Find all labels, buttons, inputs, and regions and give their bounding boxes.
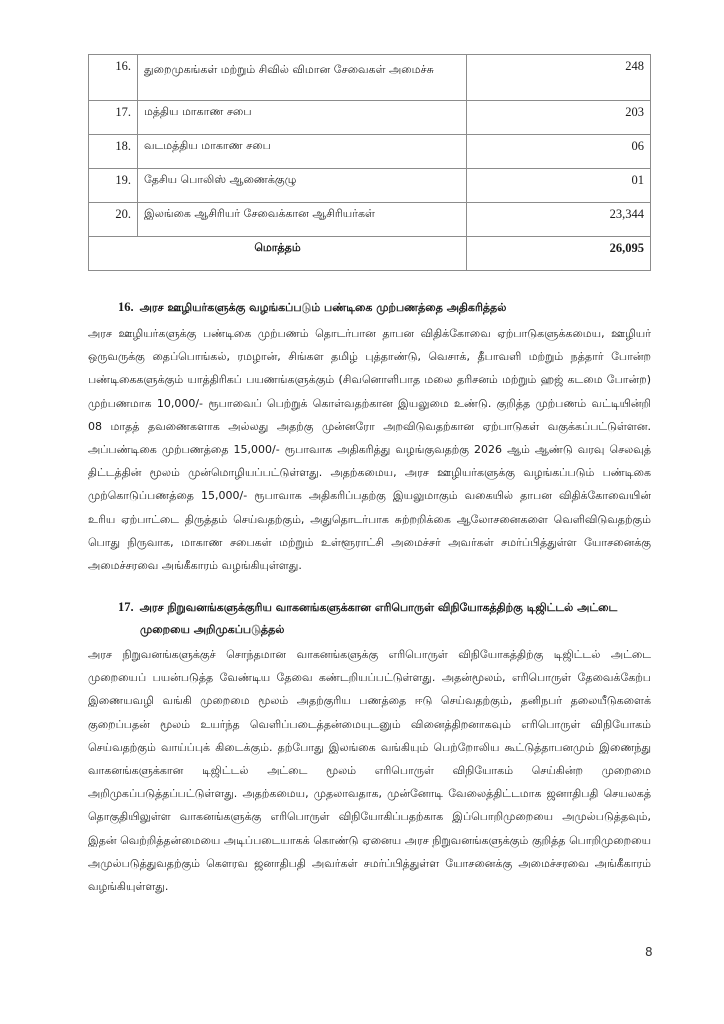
row-number: 20. bbox=[89, 203, 138, 237]
section-16-body: அரச ஊழியர்களுக்கு பண்டிகை முற்பணம் தொடர்பான தாபன விதிக்கோவை ஏற்பாடுகளுக்கமைய, ஊழியர் ஒருவருக்கு தைப்பொங்கல், ரமழான், சிங்கள தமிழ் புத்தாண்டு, வெசாக், தீபாவளி மற்றும் நத்தார் போன்ற பண்டிகைகளுக்கும் யாத்திரிகப் பயணங்களுக்கும் (சிவனொளிபாத மலை தரிசனம் மற்றும் ஹஜ் கடமை போன்ற) முற்பணமாக 10,000/- ரூபாவைப் பெற்றுக் கொள்வதற்கான இயலுமை உண்டு. குறித்த முற்பணம் வட்டியின்றி 08 மாதத் தவணைகளாக அல்லது அதற்கு முன்னரோ அறவிடுவதற்கான ஏற்பாடுகள் வகுக்கப்பட்டுள்ளன. அப்பண்டிகை முற்பணத்தை 15,000/- ரூபாவாக அதிகரித்து வழங்குவதற்கு 2026 ஆம் ஆண்டு வரவு செலவுத் திட்டத்தின் மூலம் முன்மொழியப்பட்டுள்ளது. அதற்கமைய, அரச ஊழியர்களுக்கு வழங்கப்படும் பண்டிகை முற்கொடுப்பணத்தை 15,000/- ரூபாவாக அதிகரிப்பதற்கு இயலுமாகும் வகையில் தாபன விதிக்கோவையின் உரிய ஏற்பாட்டை திருத்தம் செய்வதற்கும், அதுதொடர்பாக சுற்றறிக்கை ஆலோசனைகளை வெளிவிடுவதற்கும் பொது நிருவாக, மாகாண சபைகள் மற்றும் உள்ளூராட்சி அமைச்சர் அவர்கள் சமர்ப்பித்துள்ள யோசனைக்கு அமைச்சரவை அங்கீகாரம் வழங்கியுள்ளது. bbox=[88, 327, 651, 573]
total-value: 26,095 bbox=[467, 237, 651, 271]
row-number: 19. bbox=[89, 169, 138, 203]
row-description: இலங்கை ஆசிரியர் சேவைக்கான ஆசிரியர்கள் bbox=[138, 203, 467, 237]
section-number: 16. bbox=[118, 300, 134, 314]
row-value: 203 bbox=[467, 101, 651, 135]
row-value: 248 bbox=[467, 55, 651, 101]
row-number: 18. bbox=[89, 135, 138, 169]
section-title: அரச நிறுவனங்களுக்குரிய வாகனங்களுக்கான எரிபொருள் விநியோகத்திற்கு டிஜிட்டல் அட்டை bbox=[139, 601, 618, 614]
section-17-heading bbox=[118, 596, 648, 641]
section-title: அரச ஊழியர்களுக்கு வழங்கப்படும் பண்டிகை முற்பணத்தை அதிகரித்தல் bbox=[139, 301, 507, 314]
section-title-continuation: முறையை அறிமுகப்படுத்தல் bbox=[140, 623, 285, 636]
section-16-heading bbox=[118, 296, 648, 319]
total-row bbox=[89, 237, 651, 271]
row-number: 16. bbox=[89, 55, 138, 101]
row-description: துறைமுகங்கள் மற்றும் சிவில் விமான சேவைகள் அமைச்சு bbox=[138, 55, 467, 101]
row-description: வடமத்திய மாகாண சபை bbox=[138, 135, 467, 169]
row-description: மத்திய மாகாண சபை bbox=[138, 101, 467, 135]
row-number: 17. bbox=[89, 101, 138, 135]
section-number: 17. bbox=[118, 600, 134, 614]
page-number: 8 bbox=[645, 945, 653, 959]
table-row bbox=[89, 203, 651, 237]
row-value: 23,344 bbox=[467, 203, 651, 237]
table-row bbox=[89, 101, 651, 135]
row-description: தேசிய பொலிஸ் ஆணைக்குழு bbox=[138, 169, 467, 203]
total-label: மொத்தம் bbox=[89, 237, 467, 271]
table-row bbox=[89, 169, 651, 203]
section-17-body: அரச நிறுவனங்களுக்குச் சொந்தமான வாகனங்களுக்கு எரிபொருள் விநியோகத்திற்கு டிஜிட்டல் அட்டை முறையைப் பயன்படுத்த வேண்டிய தேவை கண்டறியப்பட்டுள்ளது. அதன்மூலம், எரிபொருள் தேவைக்கேற்ப இணையவழி வங்கி முறைமை மூலம் அதற்குரிய பணத்தை ஈடு செய்வதற்கும், தனிநபர் தலையீடுகளைக் குறைப்பதன் மூலம் உயர்ந்த வெளிப்படைத்தன்மையுடனும் வினைத்திறனாகவும் எரிபொருள் விநியோகம் செய்வதற்கும் வாய்ப்புக் கிடைக்கும். தற்போது இலங்கை வங்கியும் பெற்றோலிய கூட்டுத்தாபனமும் இணைந்து வாகனங்களுக்கான டிஜிட்டல் அட்டை மூலம் எரிபொருள் விநியோகம் செய்கின்ற முறைமை அறிமுகப்படுத்தப்பட்டுள்ளது. அதற்கமைய, முதலாவதாக, முன்னோடி வேலைத்திட்டமாக ஜனாதிபதி செயலகத் தொகுதியிலுள்ள வாகனங்களுக்கு எரிபொருள் விநியோகிப்பதற்காக இப்பொறிமுறையை அமுல்படுத்தவும், இதன் வெற்றித்தன்மையை அடிப்படையாகக் கொண்டு ஏனைய அரச நிறுவனங்களுக்கும் குறித்த பொறிமுறையை அமுல்படுத்துவதற்கும் கௌரவ ஜனாதிபதி அவர்கள் சமர்ப்பித்துள்ள யோசனைக்கு அமைச்சரவை அங்கீகாரம் வழங்கியுள்ளது. bbox=[88, 648, 651, 894]
table-row bbox=[89, 135, 651, 169]
table-row bbox=[89, 55, 651, 101]
row-value: 01 bbox=[467, 169, 651, 203]
allocation-table bbox=[88, 54, 651, 271]
row-value: 06 bbox=[467, 135, 651, 169]
